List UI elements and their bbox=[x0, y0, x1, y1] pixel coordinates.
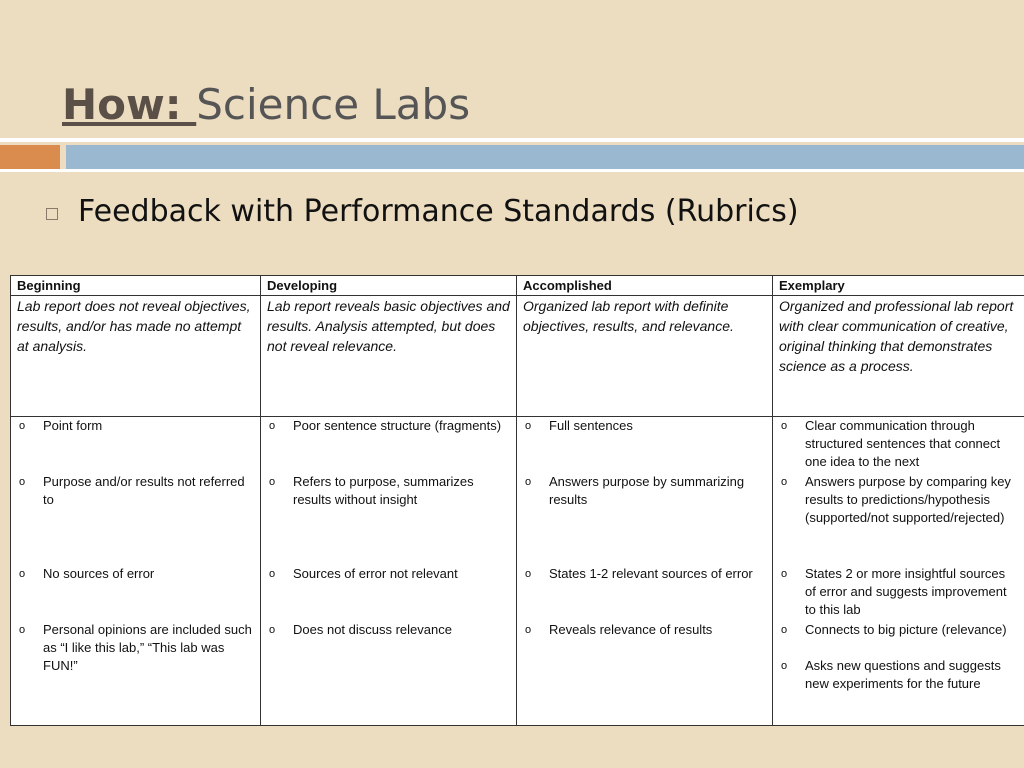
slide-title bbox=[62, 80, 470, 129]
circle-bullet-icon: o bbox=[525, 568, 532, 580]
list-item bbox=[773, 417, 1024, 471]
rubric-table bbox=[10, 275, 1024, 726]
circle-bullet-icon: o bbox=[781, 624, 788, 636]
circle-bullet-icon: o bbox=[781, 476, 788, 488]
criteria-developing bbox=[261, 417, 517, 726]
list-item bbox=[11, 473, 260, 509]
accent-bar-orange bbox=[0, 145, 60, 169]
list-item-text: Point form bbox=[43, 418, 103, 433]
list-item-text: Reveals relevance of results bbox=[549, 622, 713, 637]
criteria-exemplary bbox=[773, 417, 1024, 726]
list-item-text: No sources of error bbox=[43, 566, 155, 581]
circle-bullet-icon: o bbox=[525, 420, 532, 432]
criteria-beginning bbox=[11, 417, 261, 726]
list-item bbox=[517, 621, 772, 639]
header-row bbox=[11, 276, 1024, 296]
list-item bbox=[517, 565, 772, 583]
list-item-text: States 1-2 relevant sources of error bbox=[549, 566, 753, 581]
list-item bbox=[517, 473, 772, 509]
circle-bullet-icon: o bbox=[781, 660, 788, 672]
list-item-text: Full sentences bbox=[549, 418, 633, 433]
bullet-item bbox=[46, 194, 799, 229]
list-item-text: Answers purpose by comparing key results to predictions/hypothesis (supported/not supported/rejected) bbox=[805, 474, 1011, 525]
list-item bbox=[773, 621, 1024, 639]
list-item-text: Purpose and/or results not referred to bbox=[43, 474, 245, 507]
circle-bullet-icon: o bbox=[269, 420, 276, 432]
circle-bullet-icon: o bbox=[19, 568, 26, 580]
square-bullet-icon bbox=[46, 208, 58, 220]
list-item-text: Personal opinions are included such as “I like this lab,” “This lab was FUN!” bbox=[43, 622, 252, 673]
circle-bullet-icon: o bbox=[19, 624, 26, 636]
list-item bbox=[517, 417, 772, 435]
list-item-text: Sources of error not relevant bbox=[293, 566, 458, 581]
divider-line-bottom bbox=[0, 169, 1024, 172]
list-item-text: Connects to big picture (relevance) bbox=[805, 622, 1007, 637]
circle-bullet-icon: o bbox=[269, 624, 276, 636]
circle-bullet-icon: o bbox=[525, 624, 532, 636]
description-row bbox=[11, 296, 1024, 417]
accent-bar-blue bbox=[66, 145, 1024, 169]
list-item-text: Clear communication through structured sentences that connect one idea to the next bbox=[805, 418, 1001, 469]
header-developing: Developing bbox=[261, 276, 517, 296]
list-item bbox=[261, 621, 516, 639]
list-item-text: Refers to purpose, summarizes results without insight bbox=[293, 474, 474, 507]
circle-bullet-icon: o bbox=[19, 476, 26, 488]
circle-bullet-icon: o bbox=[781, 420, 788, 432]
header-beginning: Beginning bbox=[11, 276, 261, 296]
list-item bbox=[773, 657, 1024, 693]
list-item-text: States 2 or more insightful sources of error and suggests improvement to this lab bbox=[805, 566, 1007, 617]
list-item bbox=[773, 473, 1024, 527]
circle-bullet-icon: o bbox=[19, 420, 26, 432]
header-accomplished: Accomplished bbox=[517, 276, 773, 296]
header-exemplary: Exemplary bbox=[773, 276, 1024, 296]
title-how: How: bbox=[62, 80, 197, 129]
divider-line-top bbox=[0, 138, 1024, 142]
list-item bbox=[261, 473, 516, 509]
list-item bbox=[261, 417, 516, 435]
list-item-text: Does not discuss relevance bbox=[293, 622, 452, 637]
circle-bullet-icon: o bbox=[269, 476, 276, 488]
list-item bbox=[773, 565, 1024, 619]
title-rest: Science Labs bbox=[196, 80, 471, 129]
desc-accomplished: Organized lab report with definite objectives, results, and relevance. bbox=[517, 296, 773, 417]
list-item-text: Asks new questions and suggests new experiments for the future bbox=[805, 658, 1001, 691]
desc-exemplary: Organized and professional lab report with clear communication of creative, original thinking that demonstrates science as a process. bbox=[773, 296, 1024, 417]
list-item bbox=[11, 565, 260, 583]
desc-beginning: Lab report does not reveal objectives, results, and/or has made no attempt at analysis. bbox=[11, 296, 261, 417]
circle-bullet-icon: o bbox=[781, 568, 788, 580]
bullet-text: Feedback with Performance Standards (Rubrics) bbox=[78, 194, 799, 229]
list-item bbox=[261, 565, 516, 583]
circle-bullet-icon: o bbox=[525, 476, 532, 488]
list-item bbox=[11, 417, 260, 435]
desc-developing: Lab report reveals basic objectives and results. Analysis attempted, but does not reveal relevance. bbox=[261, 296, 517, 417]
circle-bullet-icon: o bbox=[269, 568, 276, 580]
list-item-text: Poor sentence structure (fragments) bbox=[293, 418, 502, 433]
criteria-accomplished bbox=[517, 417, 773, 726]
list-item-text: Answers purpose by summarizing results bbox=[549, 474, 745, 507]
list-item bbox=[11, 621, 260, 675]
criteria-row bbox=[11, 417, 1024, 726]
